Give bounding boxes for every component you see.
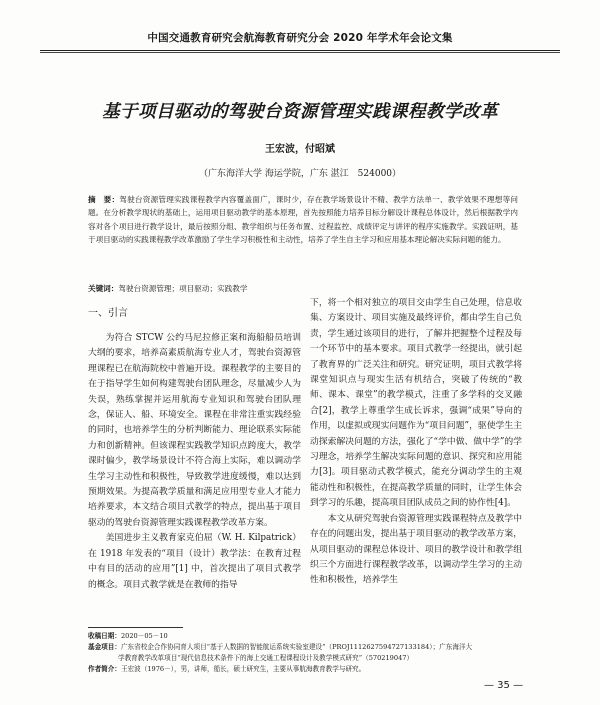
keywords (88, 282, 518, 295)
abstract (88, 193, 518, 247)
section-heading-introduction: 一、引言 (88, 308, 128, 319)
paragraph: 美国进步主义教育家克伯屈（W. H. Kilpatrick）在 1918 年发表的“项目（设计）教学法：在教育过程中有目的活动的应用”[1] 中，首次提出了项目式教学的概念。项目式教学就是在教师的指导 (88, 533, 301, 590)
footnote-label: 基金项目： (88, 643, 121, 651)
abstract-label: 摘 要： (88, 195, 120, 204)
footnote-label: 作者简介： (88, 665, 121, 673)
keywords-text: 驾驶台资源管理；项目驱动；实践教学 (118, 284, 248, 293)
affiliation: （广东海洋大学 海运学院，广东 湛江 524000） (198, 169, 402, 179)
footnotes (88, 631, 524, 675)
authors: 王宏波，付昭斌 (265, 144, 335, 155)
footnote-funding-cont (88, 653, 524, 664)
page-number: — 35 — (484, 680, 524, 691)
footnote-text: 王宏波（1976－），男，讲师，船长，硕士研究生，主要从事航海教育教学与研究。 (120, 665, 366, 673)
header-rule (40, 50, 560, 51)
paragraph: 本文从研究驾驶台资源管理实践课程特点及教学中存在的问题出发，提出基于项目驱动的教学改革方案，从项目驱动的课程总体设计、项目的教学设计和教学组织三个方面进行课程教学改革，以调动学生学习的主动性和积极性，培养学生 (310, 513, 522, 586)
article-title: 基于项目驱动的驾驶台资源管理实践课程教学改革 (102, 102, 498, 122)
header-rule-thin (40, 52, 560, 53)
footnote-received (88, 631, 524, 642)
paragraph: 为符合 STCW 公约马尼拉修正案和海船船员培训大纲的要求，培养高素质航海专业人才，驾驶台资源管理课程已在航海院校中普遍开设。课程教学的主要目的在于指导学生如何构建驾驶台团队理念，尽量减少人为失误，熟练掌握并运用航海专业知识和驾驶台团队理念，保证人、船、环境安全。课程在非常注重实践经验的同时，也培养学生的分析判断能力、理论联系实际能力和创新精神。但该课程实践教学知识点跨度大，教学课时偏少，教学场景设计不符合海上实际，难以调动学生学习主动性和积极性，导致教学进度缓慢，难以达到预期效果。为提高教学质量和满足应用型专业人才能力培养要求，本文结合项目式教学的特点，提出基于项目驱动的驾驶台资源管理实践课程教学改革方案。 (88, 333, 301, 528)
footnote-text: 学教育教学改革项目“现代信息技术条件下的海上交通工程课程设计及教学模式研究”（570219047） (118, 654, 414, 662)
footnote-rule (88, 627, 183, 628)
footnote-author (88, 664, 524, 675)
footnote-label: 收稿日期： (88, 632, 121, 640)
running-header: 中国交通教育研究会航海教育研究分会 2020 年学术年会论文集 (147, 32, 453, 44)
footnote-text: 2020－05－10 (120, 632, 168, 640)
footnote-text: 广东省校企合作协同育人项目“基于人数据的智能航运系统实验室建设”（PROJ1112627594727133184）；广东海洋大 (120, 643, 473, 651)
keywords-label: 关键词： (88, 284, 119, 293)
body-column-right (310, 296, 522, 589)
footnote-funding (88, 642, 524, 653)
body-column-left (88, 331, 301, 593)
abstract-text: 驾驶台资源管理实践课程教学内容覆盖面广，课时少，存在教学场景设计不精、教学方法单一、教学效果不理想等问题。在分析教学现状的基础上，运用项目驱动教学的基本原理，首先按照能力培养目标分解设计课程总体设计，然后根据教学内容对各个项目进行教学设计，最后按照分组、教学组织与任务布置、过程监控、成绩评定与讲评的程序实施教学。实践证明，基于项目驱动的实践课程教学改革激励了学生学习积极性和主动性，培养了学生自主学习和应用基本理论解决实际问题的能力。 (88, 195, 519, 245)
paragraph: 下，将一个相对独立的项目交由学生自己处理，信息收集、方案设计、项目实施及最终评价，都由学生自己负责，学生通过该项目的进行，了解并把握整个过程及每一个环节中的基本要求。项目式教学一经提出，就引起了教育界的广泛关注和研究。研究证明，项目式教学将课堂知识点与现实生活有机结合，突破了传统的“教师、课本、课堂”的教学模式，注重了多学科的交叉融合[2]，教学上尊重学生成长诉求，强调“成果”导向的作用，以虚拟或现实问题作为“项目问题”，驱使学生主动探索解决问题的方法，强化了“学中做、做中学”的学习理念，培养学生解决实际问题的意识、探究和应用能力[3]。项目驱动式教学模式，能充分调动学生的主观能动性和积极性，在提高教学质量的同时，让学生体会到学习的乐趣，提高项目团队成员之间的协作性[4]。 (310, 298, 522, 509)
